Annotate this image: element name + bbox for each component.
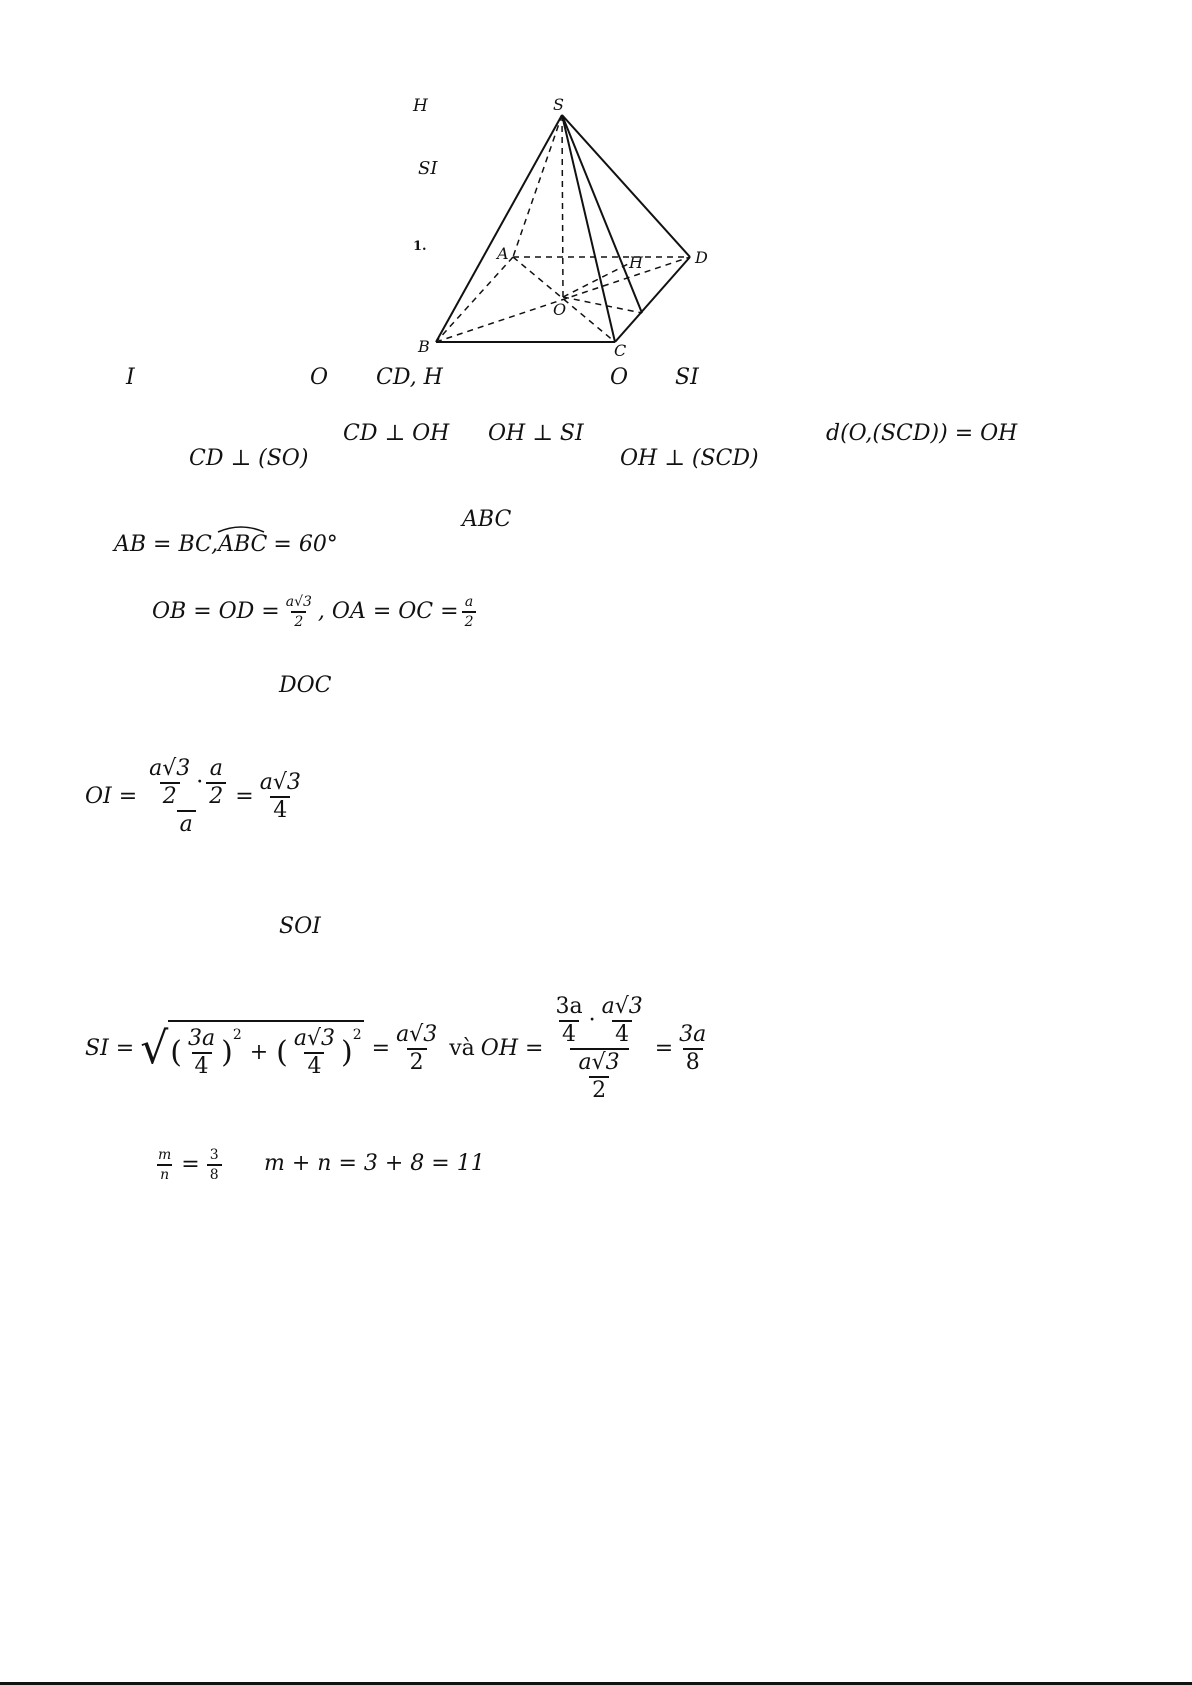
frac-a-2: $\frac{a}{2}$ (462, 595, 477, 629)
eq-OB-OD-lhs: OB = OD = (152, 599, 280, 624)
oh-result: $\frac{3a}{8}$ (679, 1022, 707, 1075)
edge-CD (615, 257, 690, 342)
eq-60: = 60° (273, 532, 338, 557)
text-OH-perp-SI: OH ⊥ SI (488, 421, 584, 446)
fragment-H: H (413, 96, 428, 116)
edge-SO (562, 115, 563, 297)
final-ratio: $\frac{m}{n}$ = $\frac{3}{8}$ (152, 1148, 225, 1182)
label-D: D (695, 248, 708, 267)
angle-ABC: ABC (218, 532, 268, 557)
word-va: và (449, 1036, 475, 1061)
label-S: S (553, 95, 564, 114)
equation-angle (114, 534, 338, 556)
edge-AB (436, 257, 513, 342)
fragment-1: 1. (413, 239, 427, 254)
text-SOI: SOI (279, 914, 321, 939)
equation-OB-OD (152, 595, 479, 629)
frac-m-n: $\frac{m}{n}$ (158, 1147, 172, 1183)
equation-SI-OH (85, 996, 712, 1102)
seg-OM (563, 297, 642, 313)
text-CD-H: CD, H (376, 365, 443, 390)
eq-AB-BC: AB = BC, (114, 532, 219, 557)
label-H: H (629, 253, 643, 272)
label-B: B (418, 337, 430, 356)
oi-lhs: OI = (85, 784, 138, 809)
equation-OI (85, 758, 307, 836)
oi-eq: = (235, 784, 254, 809)
text-distance: d(O,(SCD)) = OH (826, 421, 1018, 446)
oi-result: $\frac{a√3}{4}$ (259, 770, 301, 823)
eq-OA-OC: , OA = OC = (317, 599, 459, 624)
sqrt-body: ( $\frac{3a}{4}$ ) $^2$ + ( $\frac{a√3}{4}$ ) $^2$ (168, 1020, 363, 1078)
sqrt-sign: √ (140, 1023, 169, 1074)
text-I: I (126, 365, 135, 390)
si-lhs: SI = (85, 1036, 135, 1061)
text-O-2: O (610, 365, 629, 390)
label-C: C (614, 341, 627, 360)
final-sum: m + n = 3 + 8 = 11 (264, 1151, 485, 1176)
frac-a-sqrt3-2: $\frac{a√3}{2}$ (285, 594, 312, 630)
text-CD-perp-SO: CD ⊥ (SO) (189, 446, 309, 471)
oi-big-frac: $\frac{a√3}{2}$ · $\frac{a}{2}$ a (140, 758, 232, 836)
label-O: O (553, 300, 567, 319)
oh-big-frac: $\frac{3a}{4}$ · $\frac{a√3}{4}$ $\frac{a√3}{2}$ (555, 994, 643, 1103)
angle-hat (216, 522, 266, 534)
text-CD-perp-OH: CD ⊥ OH (343, 421, 450, 446)
edge-SB (436, 115, 562, 342)
text-SI: SI (675, 365, 699, 390)
text-OH-perp-SCD: OH ⊥ (SCD) (620, 446, 759, 471)
fragment-SI: SI (418, 158, 438, 179)
oh-lhs: OH = (480, 1036, 544, 1061)
text-O: O (310, 365, 329, 390)
oh-eq: = (654, 1036, 674, 1061)
edge-SD (562, 115, 690, 257)
text-ABC: ABC (462, 507, 512, 532)
frac-3-8: $\frac{3}{8}$ (207, 1148, 222, 1182)
pyramid-figure (400, 90, 740, 360)
si-result: $\frac{a√3}{2}$ (396, 1022, 438, 1075)
label-A: A (497, 244, 509, 263)
edge-SA (513, 115, 562, 257)
text-DOC: DOC (279, 673, 332, 698)
si-eq: = (371, 1036, 391, 1061)
